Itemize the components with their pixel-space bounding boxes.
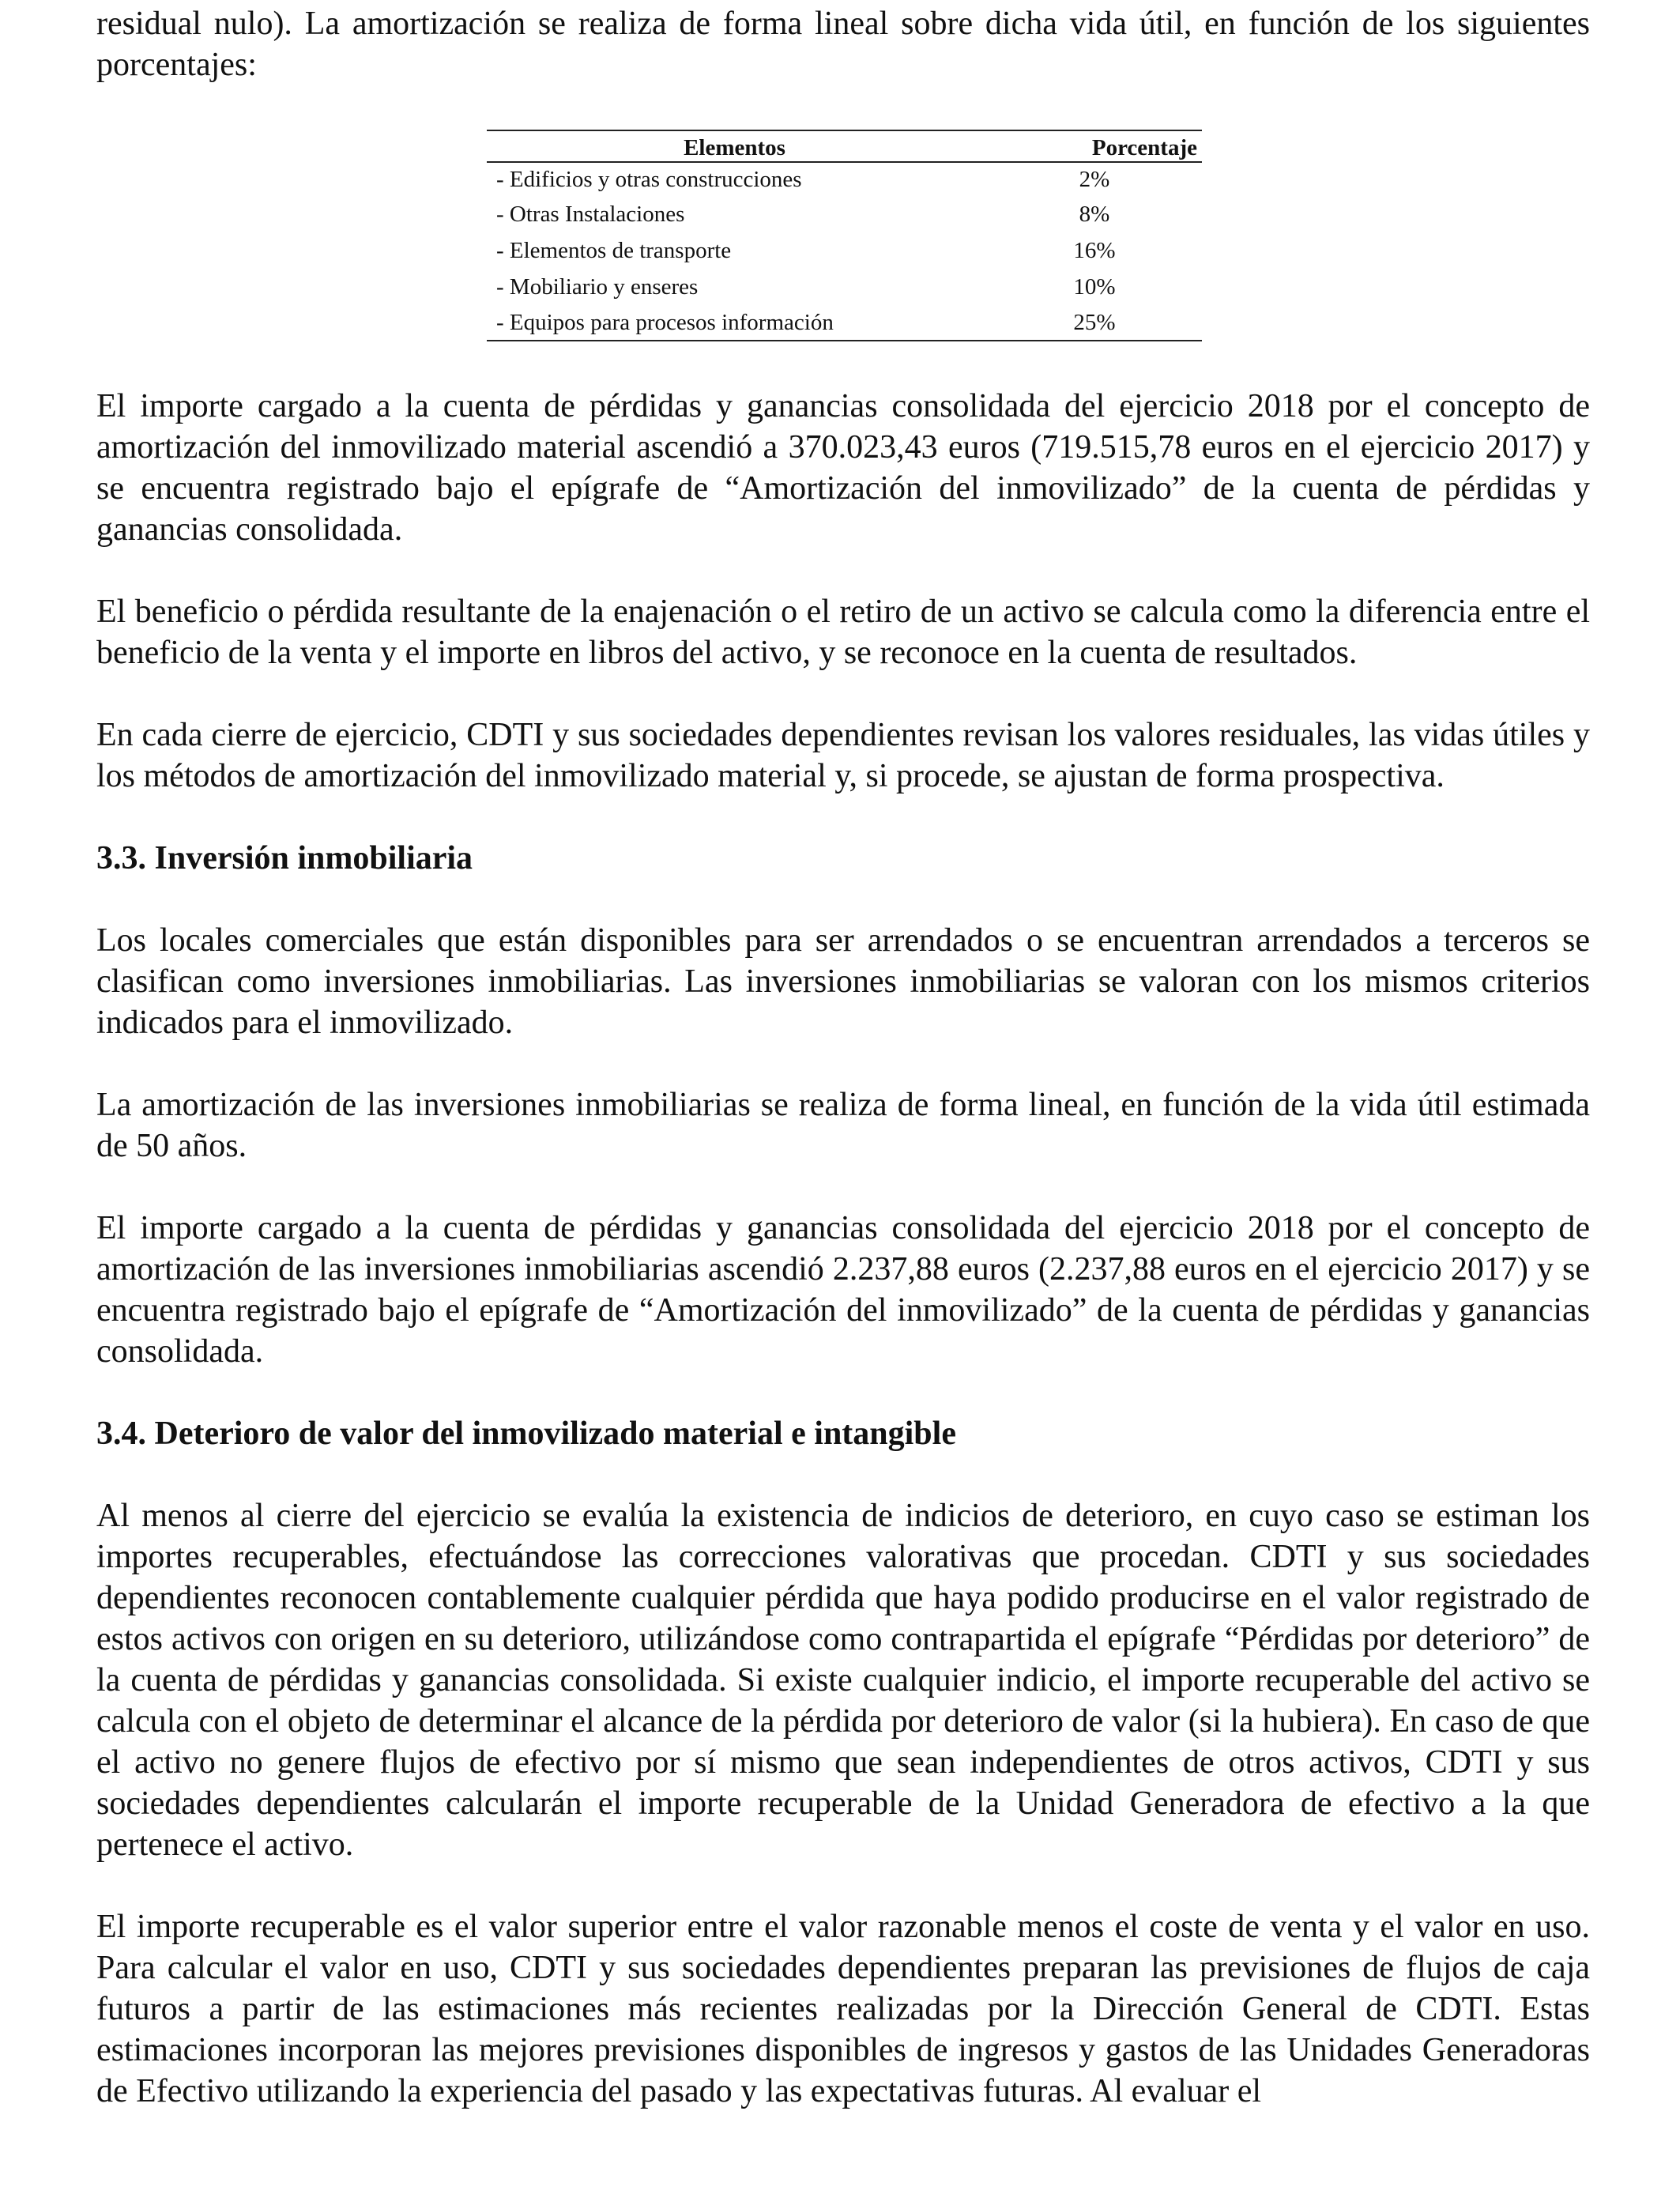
table-cell-percent: 10% [1073,274,1116,300]
column-header-elementos: Elementos [487,130,982,162]
paragraph-impairment-indicators: Al menos al cierre del ejercicio se evalúa la existencia de indicios de deterioro, en cuyo caso se estiman los importes recuperables, efectuándose las correcciones valorativas que procedan. CDTI y sus sociedades dependientes reconocen contablemente cualquier pérdida que haya podido producirse en el valor registrado de estos activos con origen en su deterioro, utilizándose como contrapartida el epígrafe “Pérdidas por deterioro” de la cuenta de pérdidas y ganancias consolidada. Si existe cualquier indicio, el importe recuperable del activo se calcula con el objeto de determinar el alcance de la pérdida por deterioro de valor (si la hubiera). En caso de que el activo no genere flujos de efectivo por sí mismo que sean independientes de otros activos, CDTI y sus sociedades dependientes calcularán el importe recuperable de la Unidad Generadora de efectivo a la que pertenece el activo. [96,1498,1590,1863]
table-cell-percent: 16% [1073,238,1116,263]
table-row [487,196,1202,232]
table-row [487,269,1202,305]
paragraph-recoverable-amount: El importe recuperable es el valor superior entre el valor razonable menos el coste de venta y el valor en uso. Para calcular el valor en uso, CDTI y sus sociedades dependientes preparan las previsiones de flujos de caja futuros a partir de las estimaciones más recientes realizadas por la Dirección General de CDTI. Estas estimaciones incorporan las mejores previsiones disponibles de ingresos y gastos de las Unidades Generadoras de Efectivo utilizando la experiencia del pasado y las expectativas futuras. Al evaluar el [96,1909,1590,2109]
table-cell-percent: 25% [1073,310,1116,335]
document-page [96,3,1590,2112]
table-cell-element: - Mobiliario y enseres [496,274,699,300]
paragraph-commercial-premises: Los locales comerciales que están disponibles para ser arrendados o se encuentran arrendados a terceros se clasifican como inversiones inmobiliarias. Las inversiones inmobiliarias se valoran con los mismos criterios indicados para el inmovilizado. [96,922,1590,1041]
section-heading-deterioro: 3.4. Deterioro de valor del inmovilizado material e intangible [96,1416,956,1452]
table-header-row [487,130,1202,162]
paragraph-useful-life: La amortización de las inversiones inmobiliarias se realiza de forma lineal, en función de la vida útil estimada de 50 años. [96,1087,1590,1164]
amortization-table [487,130,1202,341]
column-header-porcentaje: Porcentaje [982,130,1202,162]
paragraph-amortization-charge: El importe cargado a la cuenta de pérdidas y ganancias consolidada del ejercicio 2018 por el concepto de amortización del inmovilizado material ascendió a 370.023,43 euros (719.515,78 euros en el ejercicio 2017) y se encuentra registrado bajo el epígrafe de “Amortización del inmovilizado” de la cuenta de pérdidas y ganancias consolidada. [96,388,1590,548]
table-cell-element: - Elementos de transporte [496,238,732,263]
table-row [487,305,1202,341]
table-cell-element: - Otras Instalaciones [496,202,685,227]
paragraph-investment-amortization: El importe cargado a la cuenta de pérdidas y ganancias consolidada del ejercicio 2018 por el concepto de amortización de las inversiones inmobiliarias ascendió 2.237,88 euros (2.237,88 euros en el ejercicio 2017) y se encuentra registrado bajo el epígrafe de “Amortización del inmovilizado” de la cuenta de pérdidas y ganancias consolidada. [96,1210,1590,1370]
amortization-table-container [487,130,1202,341]
table-cell-percent: 2% [1079,167,1110,192]
section-heading-inversion-inmobiliaria: 3.3. Inversión inmobiliaria [96,840,473,876]
table-row [487,162,1202,196]
paragraph-annual-review: En cada cierre de ejercicio, CDTI y sus sociedades dependientes revisan los valores residuales, las vidas útiles y los métodos de amortización del inmovilizado material y, si procede, se ajustan de forma prospectiva. [96,717,1590,794]
table-cell-percent: 8% [1079,202,1110,227]
table-row [487,232,1202,269]
table-cell-element: - Equipos para procesos información [496,310,834,335]
paragraph-disposal-gain-loss: El beneficio o pérdida resultante de la enajenación o el retiro de un activo se calcula como la diferencia entre el beneficio de la venta y el importe en libros del activo, y se reconoce en la cuenta de resultados. [96,594,1590,671]
intro-paragraph: residual nulo). La amortización se realiza de forma lineal sobre dicha vida útil, en función de los siguientes porcentajes: [96,6,1590,83]
table-cell-element: - Edificios y otras construcciones [496,167,802,192]
